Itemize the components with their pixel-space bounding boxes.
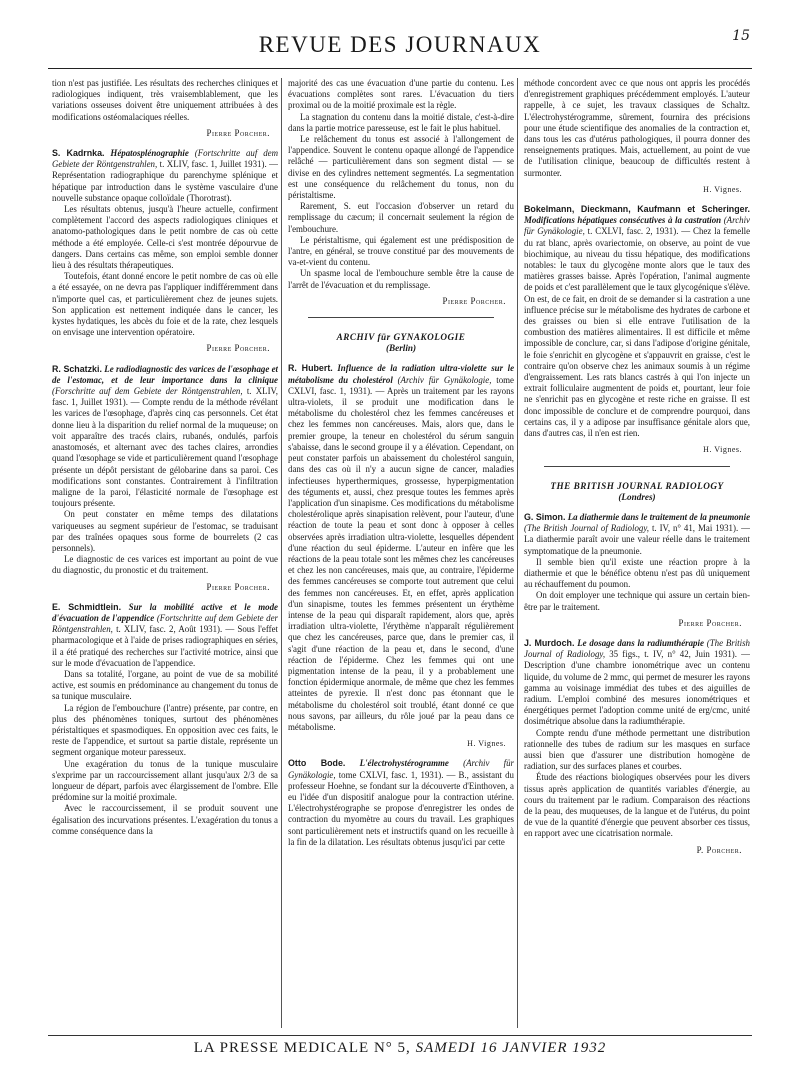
signature: Pierre Porcher. [206, 127, 270, 138]
article-author: J. Murdoch. [524, 637, 575, 648]
article-source: (Forschritte auf dem Gebiete der Röntgenstrahlen, [52, 386, 243, 397]
page-footer [52, 1040, 748, 1057]
paragraph: Le diagnostic de ces varices est important au point de vue du diagnostic, du pronostic et du traitement. [52, 554, 278, 576]
footer-rule [48, 1035, 752, 1036]
paragraph: majorité des cas une évacuation d'une partie du contenu. Les évacuations complètes sont rares. L'évacuation du tiers proximal ou de la moitié proximale est la règle. [288, 78, 514, 111]
article-body: t. XLIV, fasc. 1, Juillet 1931). — Représentation radiographique du parenchyme splénique et hépatique par introduction dans le système vasculaire d'une nouvelle substance opaque colloïdale (Thorotrast). [52, 159, 278, 203]
paragraph: tion n'est pas justifiée. Les résultats des recherches cliniques et radiologiques indiquent, très vraisemblablement, que les variations osseuses doivent être uniquement attribuées à des modifications ostéomalaciques réelles. [52, 78, 278, 122]
journal-name: ARCHIV für GYNAKOLOGIE [336, 332, 466, 343]
article-heading [288, 363, 514, 733]
article-heading [524, 512, 750, 557]
section-rule [308, 317, 494, 318]
article-body: t. XLIV, fasc. 1, Juillet 1931). — Compte rendu de la méthode révélant les varices de l'œsophage, d'après cinq cas personnels. Cet état donne lieu à la disparition du relief normal de la muqueuse; on voit apparaître des tracés clairs, rubanés, ondulés, parfois anastomosés, et alternant avec des taches claires, arrondies quand l'œsophage se vide et particulièrement quand l'œsophage présente un dépôt persistant de gélobarine dans sa paroi. Ces modifications sont constantes. Contrairement à l'infiltration maligne de la paroi, l'élasticité normale de l'œsophage est toujours présente. [52, 386, 278, 509]
page-title: REVUE DES JOURNAUX [258, 32, 542, 57]
article-body: tome CXLVI, fasc. 1, 1931). — B., assistant du professeur Hoehne, se fondant sur la découverte d'Einthoven, a eu l'idée d'un dispositif analogue pour la contraction utérine. L'électrohystérographe se propose d'enregistrer les ondes de contraction du myomètre au cours du travail. Les graphiques sont particulièrement nets et instructifs quand on les recueille à la fin de la dilatation. Les résultats obtenus jusqu'ici par cette [288, 769, 514, 847]
signature: H. Vignes. [467, 739, 506, 749]
article-body: t. XLIV, fasc. 2, Août 1931). — Sous l'effet pharmacologique et à l'aide de prises radiographiques en séries, il a été pratiqué des recherches sur l'activité motrice, ainsi que sur le mode d'évacuation de l'appendice. [52, 624, 278, 668]
paragraph: Rarement, S. eut l'occasion d'observer un retard du remplissage du cæcum; il concernait seulement la région de l'embouchure. [288, 201, 514, 234]
article-title: La diathermie dans le traitement de la pneumonie [567, 511, 750, 522]
article-heading [52, 364, 278, 510]
running-head [50, 28, 750, 64]
paragraph: Toutefois, étant donné encore le petit nombre de cas où elle a été essayée, on ne devra pas l'appliquer indifféremment dans n'importe quel cas, et particulièrement chez de jeunes sujets. Son application est nettement indiquée dans le cancer, les kystes hydatiques, les abcès du foie et de la rate, chez lesquels on envisage une intervention opératoire. [52, 271, 278, 338]
column-3 [524, 78, 750, 1028]
footer-date: SAMEDI 16 JANVIER 1932 [415, 1040, 607, 1056]
signature: Pierre Porcher. [442, 295, 506, 306]
article-title: Hépatosplénographie [110, 148, 189, 159]
signature: Pierre Porcher. [206, 581, 270, 592]
article-author: R. Hubert. [288, 363, 333, 374]
signature: H. Vignes. [703, 445, 742, 455]
article-title: L'électrohystérogramme [359, 758, 449, 769]
column-2 [288, 78, 514, 1028]
paragraph: Dans sa totalité, l'organe, au point de vue de sa mobilité active, est soumis en prédominance au changement du tonus de sa tunique musculaire. [52, 668, 278, 702]
article-title: Modifications hépatiques consécutives à la castration [524, 215, 722, 226]
paragraph: Le relâchement du tonus est associé à l'allongement de l'appendice. Souvent le contenu opaque allongé de l'appendice relâché — particulièrement dans son segment distal — se divise en des cylindres nettement segmentés. La segmentation est une conséquence du relâchement du tonus, non du péristaltisme. [288, 134, 514, 201]
paragraph: Une exagération du tonus de la tunique musculaire s'exprime par un raccourcissement allant jusqu'aux 2/3 de sa longueur de départ, parfois avec élargissement de l'ombre. Elle prédomine sur la moitié proximale. [52, 758, 278, 803]
article-source: (Archiv für Gynäkologie, [397, 374, 492, 385]
paragraph: On doit employer une technique qui assure un certain bien-être par le traitement. [524, 590, 750, 612]
article-source: (Archiv für Gynäkologie, [288, 758, 514, 780]
article-author: R. Schatzki. [52, 363, 102, 374]
article-title: Influence de la radiation ultra-violette sur le métabolisme du cholestérol [288, 363, 514, 385]
footer-journal: LA PRESSE MEDICALE [193, 1040, 370, 1056]
journal-city: (Londres) [618, 491, 656, 502]
article-source: (Fortschritte auf dem Gebiete der Röntgenstrahlen, [52, 148, 278, 170]
signature: Pierre Porcher. [678, 617, 742, 628]
article-source: (Archiv für Gynäkologie, [524, 215, 750, 237]
section-rule [544, 466, 730, 467]
paragraph: La région de l'embouchure (l'antre) présente, par contre, en plus des phénomènes toniques, surtout des phénomènes péristaltiques et spasmodiques. En opposition avec ces faits, le reste de l'appendice, et surtout sa partie distale, représente un segment organique moteur paresseux. [52, 702, 278, 758]
paragraph: méthode concordent avec ce que nous ont appris les procédés d'enregistrement graphiques précédemment employés. L'auteur rappelle, à ce sujet, les travaux classiques de Schaltz. L'électrohystérogramme, sûrement, fournira des précisions pour une étude scientifique des anomalies de la contraction et, dans tous les cas d'utérus pathologiques, il pourra donner des renseignements pratiques. Mais, actuellement, au point de vue de l'utilisation clinique, beaucoup de difficultés restent à surmonter. [524, 78, 750, 178]
page-number: 15 [732, 28, 750, 44]
header-rule [48, 68, 752, 69]
article-author: S. Kadrnka. [52, 148, 105, 159]
signature: H. Vignes. [703, 184, 742, 194]
signature: P. Porcher. [696, 844, 742, 855]
paragraph: Il semble bien qu'il existe une réaction propre à la diathermie et que le bénéfice obtenu n'est pas dû uniquement au réchauffement du poumon. [524, 556, 750, 590]
article-author: Bokelmann, Dieckmann, Kaufmann et Scheringer. [524, 204, 750, 215]
article-source: (The British Journal of Radiology, [524, 523, 649, 534]
article-author: E. Schmidtlein. [52, 601, 122, 612]
article-author: G. Simon. [524, 511, 566, 522]
article-body: t. CXLVI, fasc. 2, 1931). — Chez la femelle du rat blanc, après ovariectomie, on observe, au point de vue biochimique, au niveau du tissu hépatique, des modifications notables: le taux du glycogène monte alors que le taux des matières grasses baisse. Après l'opération, l'animal augmente de poids et c'est parallèlement que le taux glycogénique s'élève. On est, de ce fait, en droit de se demander si la castration a une influence précise sur le métabolisme des hydrates de carbone et des graisses ou bien si elle entrave l'utilisation de la combustion des matières alimentaires. Il est difficile et même impossible de conclure, car, si dans l'adipose d'origine génitale, le foie s'enrichit en glycogène et s'appauvrit en graisse, c'est le contraire qu'on observe chez les animaux soumis à un régime d'engraissement. Les rats blancs castrés à qui l'on injecte un extrait folliculaire augmentent de poids et, pourtant, leur foie ne s'enrichit pas en glycogène et reste riche en graisse. Il est donc impossible de conclure et de comprendre pourquoi, dans certains cas, il y a adipose par insuffisance génitale alors que, dans d'autres cas, il n'en est rien. [524, 226, 750, 439]
article-heading [52, 148, 278, 204]
footer-issue: N° 5, [373, 1040, 411, 1056]
paragraph: Étude des réactions biologiques observées pour les divers tissus après application de quantités variables d'énergie, au cours du traitement par le radium. Comparaison des réactions de la peau, des muqueuses, de la langue et de l'utérus, du point de vue de la quantité d'énergie que peuvent absorber ces tissus, en rapport avec une cicatrisation normale. [524, 772, 750, 839]
column-1 [52, 78, 278, 1028]
journal-name: THE BRITISH JOURNAL RADIOLOGY [550, 480, 724, 491]
column-separator [517, 78, 518, 1028]
article-title: Le dosage dans la radiumthérapie [577, 637, 704, 648]
article-author: Otto Bode. [288, 758, 346, 769]
article-heading [524, 204, 750, 439]
paragraph: Le péristaltisme, qui également est une prédisposition de l'antre, en général, se trouve constitué par des mouvements de va-et-vient du contenu. [288, 234, 514, 268]
article-title: Sur la mobilité active et le mode d'évacuation de l'appendice [52, 601, 278, 623]
article-heading [52, 602, 278, 669]
journal-city: (Berlin) [385, 343, 417, 354]
column-separator [281, 78, 282, 1028]
paragraph: Les résultats obtenus, jusqu'à l'heure actuelle, confirment complètement l'accord des aspects radiologiques cliniques et anatomo-pathologiques dans le petit nombre de cas où cette méthode a été employée. Celle-ci s'est montrée dépourvue de dangers. Dans certains cas même, son emploi semble donner lieu à des résultats thérapeutiques. [52, 204, 278, 271]
article-source: (Fortschritte auf dem Gebiete der Röntgenstrahlen, [52, 612, 278, 635]
article-body: t. IV, n° 41, Mai 1931). — La diathermie paraît avoir une valeur réelle dans le traitement symptomatique de la pneumonie. [524, 523, 750, 556]
paragraph: Avec le raccourcissement, il se produit souvent une égalisation des incurvations présentes. L'exagération du tonus a comme conséquence dans la [52, 803, 278, 836]
article-source: (The British Journal of Radiology, [524, 637, 750, 660]
article-heading [524, 638, 750, 728]
paragraph: On peut constater en même temps des dilatations variqueuses au segment supérieur de l'estomac, se traduisant par des traînées opaques sous forme de bourrelets (2 cas personnels). [52, 509, 278, 553]
article-body: 35 figs., t. IV, n° 42, Juin 1931). — Description d'une chambre ionométrique avec un contenu liquide, du volume de 2 mmc, qui permet de mesurer les rayons gamma au voisinage immédiat des tubes et des aiguilles de radium. L'emploi combiné des mesures ionométriques et énergétiques permet l'adoption comme unité de erg/cmc, unité dosimétrique absolue dans la radiumthérapie. [524, 649, 750, 727]
paragraph: Un spasme local de l'embouchure semble être la cause de l'arrêt de l'évacuation et du remplissage. [288, 268, 514, 290]
paragraph: Compte rendu d'une méthode permettant une distribution rationnelle des tubes de radium sur les masques en surface aussi bien que d'assurer une distribution homogène de radiation, sur des surfaces planes et courbes. [524, 727, 750, 772]
signature: Pierre Porcher. [206, 343, 270, 354]
article-title: Le radiodiagnostic des varices de l'œsophage et de l'estomac, et de leur importance dans la clinique [52, 363, 278, 385]
article-body: tome CXLVI, fasc. 1, 1931). — Après un traitement par les rayons ultra-violets, il se produit une modification dans le métabolisme du cholestérol chez les femmes cancéreuses et chez les femmes non cancéreuses. Mais, alors que, dans le premier groupe, la teneur en cholestérol du sérum sanguin s'abaisse, dans le second groupe il y a élévation. Cependant, on peut constater parfois un abaissement du cholestérol sanguin, dans des cas où il n'y a aucun signe de cancer, maladies infectieuses hyperthermiques, grossesse, hyperpigmentation des téguments et, aussi, chez presque toutes les femmes après l'application d'un sinapisme. Ces modifications du métabolisme cholestérolique après sinapisation relèvent, pour l'auteur, d'une réaction de toute la peau et sont donc à opposer à celles observées après irradiation ultra-violette, lesquelles dépendent d'une réaction du seul épiderme. L'auteur en infère que les réactions de la peau totale sont les mêmes chez les cancéreuses et chez les non cancéreuses, mais que, au contraire, l'épiderme des femmes cancéreuses se comporte tout autrement que celui des femmes non cancéreuses. Et, en effet, après application d'un sinapisme, toutes les femmes présentent un érythème intense de la peau qui disparaît rapidement, alors que, après irradiation ultra-violette, l'érythème n'apparaît régulièrement que chez les cancéreuses, parce que, dans le premier cas, il s'agit d'une réaction de la peau et, dans le second, d'une réaction de l'épiderme. Chez les femmes qui ont une pigmentation intense de la peau, il y a probablement une fonction épidermique anormale, de même que chez les femmes atteintes de pyrexie. Il n'est donc pas étonnant que le métabolisme du cholestérol soit troublé, étant donné ce que nous savons, par ailleurs, du rôle joué par la peau dans ce métabolisme. [288, 374, 514, 732]
paragraph: La stagnation du contenu dans la moitié distale, c'est-à-dire dans la partie motrice paresseuse, est le fait le plus habituel. [288, 111, 514, 133]
article-heading [288, 758, 514, 848]
